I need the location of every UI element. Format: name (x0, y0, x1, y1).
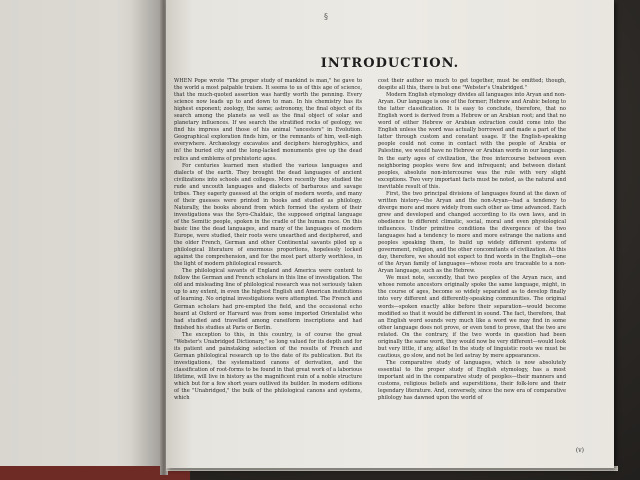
paragraph: For centuries learned men studied the various languages and dialects of the earth. They brought the dead languages of ancient civilizations into schools and colleges. More recently they studied the rude and uncouth languages and dialects of barbarous and savage tribes. They eagerly guessed at the origin of modern words, and many of their guesses were printed in books and studied as philology. Naturally, the books abound from which formed the system of their investigations was the Syro-Chaldaic, the supposed original language of the Semitic people, spoken in the cradle of the human race. On this basic line the dead languages, and many of the languages of modern Europe, were studied, their roots were unearthed and deciphered, and the older French, German and other Continental savants piled up a philological literature of enormous proportions, hopelessly locked against the comprehension, and for the most part utterly worthless, in the light of modern philological research. (174, 162, 362, 268)
page-number: (v) (575, 447, 584, 454)
paragraph: First, the two principal divisions of languages found at the dawn of written history—the Aryan and the non-Aryan—had a tendency to diverge more and more widely from each other as time advanced. Each grew and developed and changed according to its own laws, and in obedience to different climatic, social, moral and even physiological influences. Under primitive conditions the divergence of the two languages had a tendency to more and more estrange the nations and peoples speaking them, to build up widely different systems of government, religion, and the other concomitants of civilization. At this day, therefore, we should not expect to find words in the English—one of the Aryan family of languages—whose roots are traceable to a non-Aryan language, such as the Hebrew. (378, 190, 566, 275)
paragraph: The philological savants of England and America were content to follow the German and French scholars in this line of investigation. The old and misleading line of philological research was not seriously taken up to any extent, in even the highest English and American institutions of learning. No original investigations were attempted. The French and German scholars had pre-empted the field, and the occasional echo heard at Oxford or Harvard was from some imported Orientalist who had studied and travelled among cuneiform inscriptions and had finished his studies at Paris or Berlin. (174, 268, 362, 331)
right-page (166, 0, 614, 468)
paragraph: We must note, secondly, that two peoples of the Aryan race, and whose remote ancestors originally spoke the same language, might, in the course of ages, become so widely separated as to develop finally into very different and differently-speaking communities. The original words—spoken exactly alike before their separation—would become modified so that it would be different in sound. The fact, therefore, that an English word sounds very much like a word we may find in some other language does not prove, or even tend to prove, that the two are related. On the contrary, if the two words in question had been originally the same word, they would now be very different—would look but very little, if any, alike! In the study of linguistic roots we must be cautious, go slow, and not be led astray by mere appearances. (378, 275, 566, 359)
paragraph: Modern English etymology divides all languages into Aryan and non-Aryan. Our language is one of the former; Hebrew and Arabic belong to the latter classification. It is easy to conclude, therefore, that no English word is derived from a Hebrew or an Arabian root; and that no word of either Hebrew or Arabian extraction could come into the English unless the word was actually borrowed and made a part of the latter through custom and constant usage. If the English-speaking people could not come in contact with the people of Arabia or Palestine, we would have no Hebrew or Arabian words in our language. In the early ages of civilization, the free intercourse between even neighboring peoples were few and infrequent; and between distant peoples, absolute non-intercourse was the rule with very slight exceptions. Two very important facts must be noted, as the natural and inevitable result of this. (378, 92, 566, 190)
paragraph: The comparative study of languages, which is now absolutely essential to the proper study of English etymology, has a most important aid in the comparative study of peoples—their manners and customs, religious beliefs and superstitions, their folk-lore and their legendary literature. And, conversely, since the new era of comparative philology has dawned upon the world of (378, 359, 566, 402)
paragraph: WHEN Pope wrote "The proper study of mankind is man," he gave to the world a most palpable truism. It seems to us of this age of science, that the much-quoted assertion was hardly worth the penning. Every science now leads up to and down to man. In his chemistry has its highest exponent; zoology, the same; astronomy, the final object of its search among the planets as well as the final object of solar and planetary influences. If we search the stratified rocks of geology, we find his impress and those of his animal "ancestors" in Evolution. Geographical exploration finds him, or the remnants of him, well-nigh everywhere. Archæology excavates and deciphers hieroglyphics, and in! the buried city and the long-lacked monuments give up the dead relics and emblems of prehistoric ages. (174, 78, 362, 162)
text-column-right (378, 78, 566, 402)
page-ornament: § (324, 12, 328, 21)
paragraph: cost their author so much to get together, must be omitted; though, despite all this, there is but one "Webster's Unabridged." (378, 78, 566, 92)
paragraph: The exception to this, in this country, is of course the great "Webster's Unabridged Dictionary," so long valued for its depth and for its patient and painstaking selection of the results of French and German philological research up to the date of its publication. But its investigations, the systematized canons of derivation, and the classification of root-forms to be found in that great work of a laborious lifetime, will live in history as the magnificent ruin of a noble structure which but for a few short years outlived its builder. In modern editions of the "Unabridged," the bulk of the philological canons and systems, which (174, 331, 362, 402)
page-title: INTRODUCTION. (320, 56, 460, 71)
text-column-left (174, 78, 362, 402)
